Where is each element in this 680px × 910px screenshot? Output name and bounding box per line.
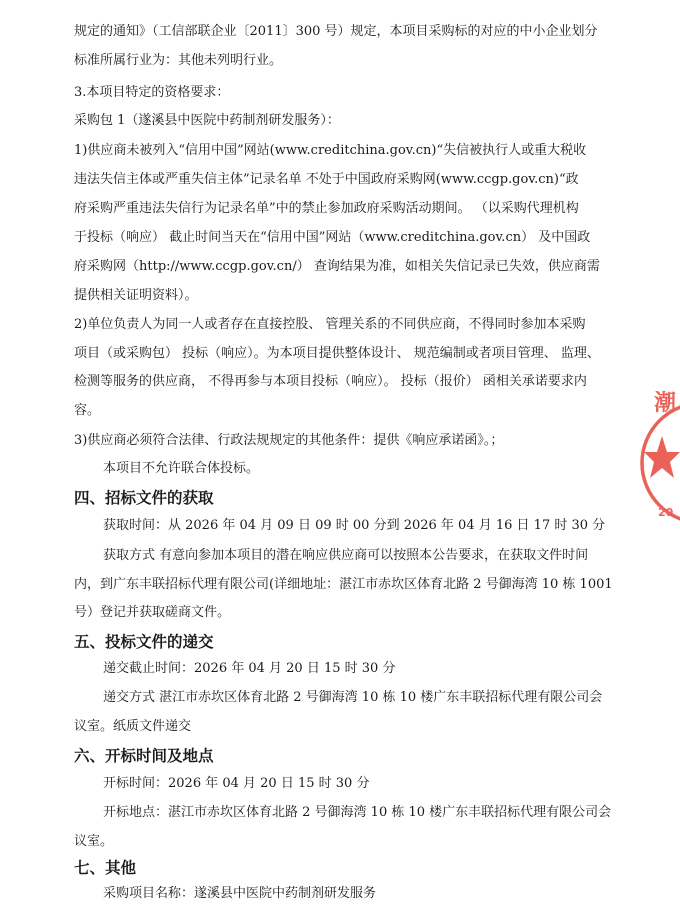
- text-line: 于投标（响应） 截止时间当天在“信用中国”网站（www.creditchina.gov.cn） 及中国政: [74, 230, 591, 245]
- text-line: 检测等服务的供应商， 不得再参与本项目投标（响应）。 投标（报价） 函相关承诺要求内: [74, 374, 587, 389]
- text-line: 3)供应商必须符合法律、行政法规规定的其他条件：提供《响应承诺函》。；: [74, 433, 504, 448]
- official-seal-stamp: [640, 368, 680, 558]
- text-line: 采购项目名称：遂溪县中医院中药制剂研发服务: [103, 886, 377, 901]
- section-heading: 四、招标文件的获取: [74, 489, 214, 507]
- text-line: 递交截止时间：2026 年 04 月 20 日 15 时 30 分: [103, 661, 396, 676]
- text-line: 本项目不允许联合体投标。: [103, 461, 260, 476]
- seal-graphic: [640, 368, 680, 558]
- text-line: 标准所属行业为：其他未列明行业。: [74, 53, 283, 68]
- text-line: 获取方式 有意向参加本项目的潜在响应供应商可以按照本公告要求，在获取文件时间: [103, 548, 589, 563]
- section-heading: 七、其他: [74, 859, 137, 877]
- text-line: 内，到广东丰联招标代理有限公司(详细地址：湛江市赤坎区体育北路 2 号御海湾 10 栋 1001: [74, 577, 613, 592]
- seal-star-icon: [644, 436, 680, 478]
- text-line: 项目（或采购包） 投标（响应）。为本项目提供整体设计、 规范编制或者项目管理、 监理、: [74, 346, 600, 361]
- text-line: 议室。纸质文件递交: [74, 719, 192, 734]
- text-line: 规定的通知》（工信部联企业〔2011〕300 号）规定，本项目采购标的对应的中小企业划分: [74, 24, 598, 39]
- text-line: 容。: [74, 403, 101, 418]
- seal-char: 潮: [654, 390, 677, 416]
- text-line: 开标时间：2026 年 04 月 20 日 15 时 30 分: [103, 776, 370, 791]
- text-line: 采购包 1（遂溪县中医院中药制剂研发服务）：: [74, 113, 340, 128]
- text-line: 递交方式 湛江市赤坎区体育北路 2 号御海湾 10 栋 10 楼广东丰联招标代理有限公司会: [103, 690, 603, 705]
- section-heading: 六、开标时间及地点: [74, 747, 214, 765]
- text-line: 提供相关证明资料）。: [74, 288, 198, 303]
- section-heading: 五、投标文件的递交: [74, 633, 214, 651]
- text-line: 府采购严重违法失信行为记录名单”中的禁止参加政府采购活动期间。 （以采购代理机构: [74, 201, 579, 216]
- text-line: 1)供应商未被列入“信用中国”网站(www.creditchina.gov.cn)“失信被执行人或重大税收: [74, 143, 587, 158]
- seal-number: 20: [658, 506, 674, 519]
- text-line: 议室。: [74, 834, 114, 849]
- text-line: 2)单位负责人为同一人或者存在直接控股、 管理关系的不同供应商，不得同时参加本采购: [74, 317, 586, 332]
- text-line: 开标地点：湛江市赤坎区体育北路 2 号御海湾 10 栋 10 楼广东丰联招标代理有限公司会: [103, 805, 612, 820]
- text-line: 获取时间：从 2026 年 04 月 09 日 09 时 00 分到 2026 年 04 月 16 日 17 时 30 分: [103, 518, 606, 533]
- text-line: 3.本项目特定的资格要求：: [74, 85, 230, 100]
- text-line: 号）登记并获取磋商文件。: [74, 605, 231, 620]
- text-line: 违法失信主体或严重失信主体”记录名单 不处于中国政府采购网(www.ccgp.gov.cn)“政: [74, 172, 579, 187]
- text-line: 府采购网（http://www.ccgp.gov.cn/） 查询结果为准，如相关失信记录已失效，供应商需: [74, 259, 600, 274]
